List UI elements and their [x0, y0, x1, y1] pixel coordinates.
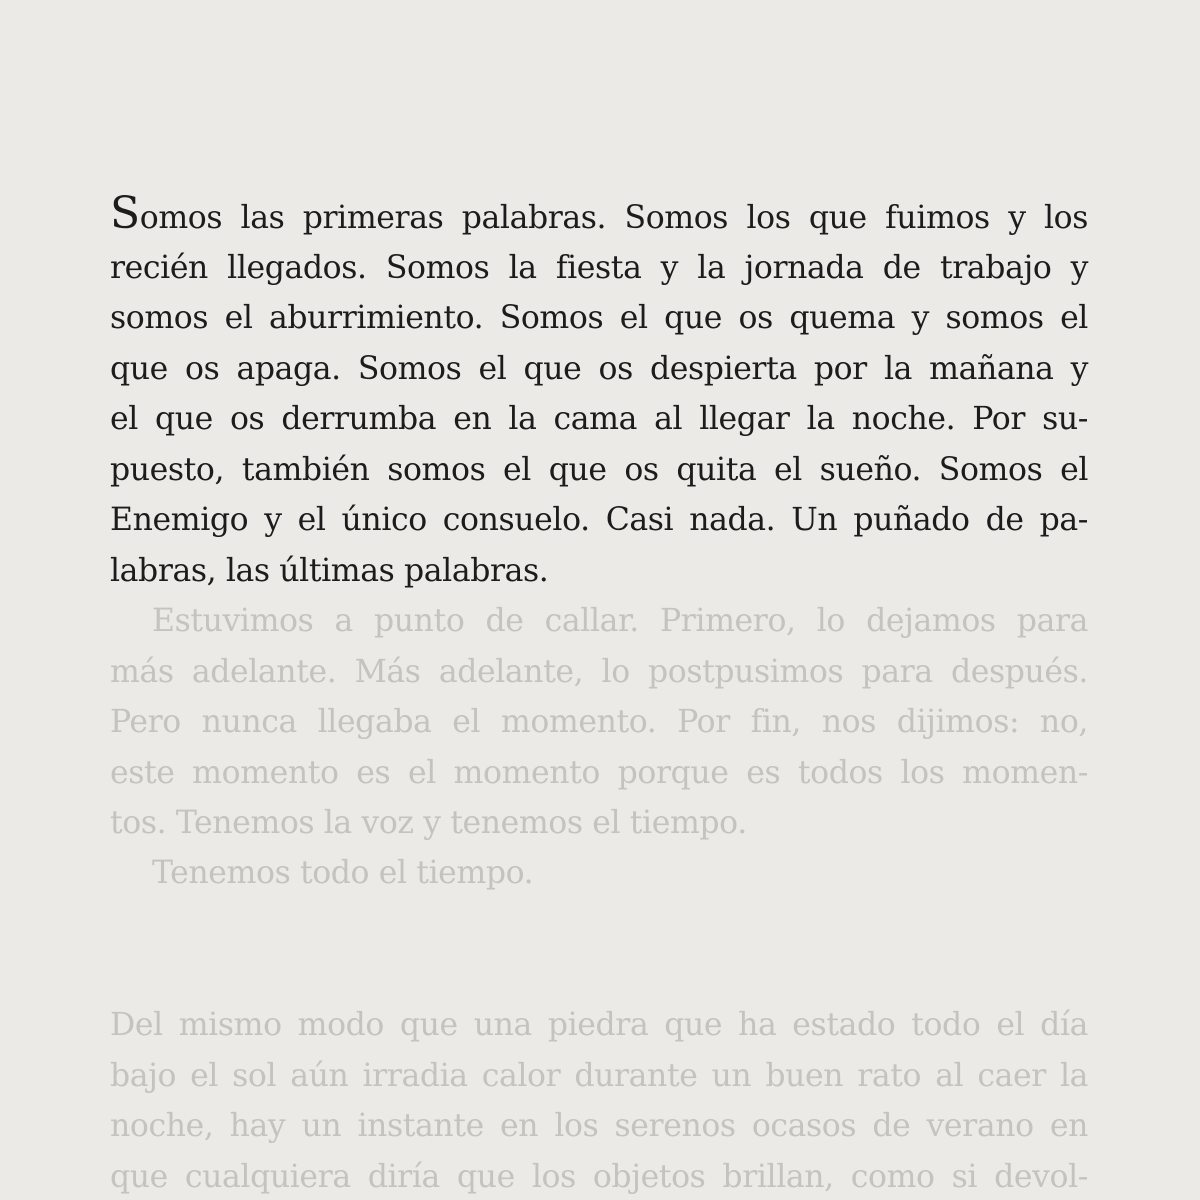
text-line: Somos las primeras palabras. Somos los que fuimos y los	[110, 188, 1088, 239]
text-line: el que os derrumba en la cama al llegar la noche. Por su-	[110, 401, 1088, 437]
text-line: somos el aburrimiento. Somos el que os quema y somos el	[110, 300, 1088, 336]
paragraph-1	[110, 188, 1088, 596]
text-line: Enemigo y el único consuelo. Casi nada. Un puñado de pa-	[110, 502, 1088, 538]
text-line: Pero nunca llegaba el momento. Por fin, nos dijimos: no,	[110, 704, 1088, 740]
text-line: que cualquiera diría que los objetos brillan, como si devol-	[110, 1158, 1088, 1195]
text-line: más adelante. Más adelante, lo postpusimos para después.	[110, 653, 1088, 690]
text-line: Estuvimos a punto de callar. Primero, lo dejamos para	[152, 603, 1088, 639]
text-line: recién llegados. Somos la fiesta y la jornada de trabajo y	[110, 249, 1088, 286]
paragraph-4	[110, 1000, 1088, 1200]
text-line: tos. Tenemos la voz y tenemos el tiempo.	[110, 805, 747, 841]
text-line: bajo el sol aún irradia calor durante un buen rato al caer la	[110, 1057, 1088, 1094]
text-line: Del mismo modo que una piedra que ha estado todo el día	[110, 1007, 1088, 1043]
text-line: este momento es el momento porque es todos los momen-	[110, 754, 1088, 791]
drop-cap: S	[110, 188, 140, 239]
text-line: puesto, también somos el que os quita el sueño. Somos el	[110, 451, 1088, 488]
text-line: noche, hay un instante en los serenos ocasos de verano en	[110, 1108, 1088, 1144]
text-line: Tenemos todo el tiempo.	[152, 855, 534, 891]
text-line: que os apaga. Somos el que os despierta por la mañana y	[110, 350, 1088, 387]
paragraph-3	[110, 848, 1088, 899]
paragraph-2	[110, 596, 1088, 849]
text-line: labras, las últimas palabras.	[110, 552, 549, 589]
